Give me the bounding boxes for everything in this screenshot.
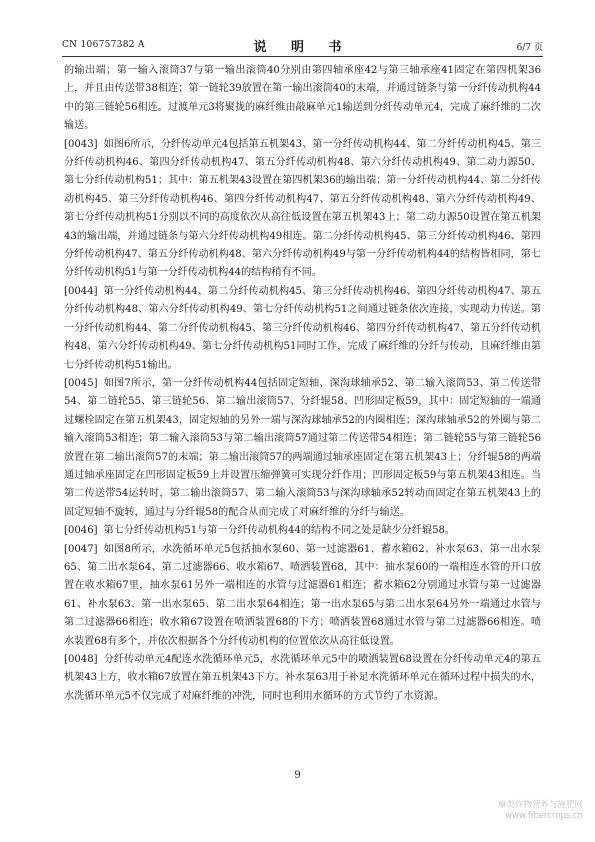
watermark-url: www.fibercrops.cn	[505, 811, 583, 821]
paragraph-0043	[64, 136, 541, 283]
document-title: 说 明 书	[253, 40, 352, 55]
page-header	[62, 38, 543, 54]
site-watermark	[498, 800, 583, 822]
paragraph-tag: [0043]	[64, 138, 98, 150]
page-number: 9	[294, 770, 301, 781]
paragraph-tag: [0047]	[64, 543, 98, 555]
paragraph-text: 第一分纤传动机构44、第二分纤传动机构45、第三分纤传动机构46、第四分纤传动机构47、第五分纤传动机构48、第六分纤传动机构49、第七分纤传动机构51之间通过链条依次连接，实现动力传送。第一分纤传动机构44、第二分纤传动机构45、第三分纤传动机构46、第四分纤传动机构47、第五分纤传动机构48、第六分纤传动机构49、第七分纤传动机构51同时工作，完成了麻纤维的分纤与传动，且麻纤维由第七分纤传动机构51输出。	[64, 285, 541, 371]
paragraph-0048	[64, 651, 541, 706]
paragraph-0044	[64, 283, 541, 375]
paragraph-tag: [0045]	[64, 377, 98, 389]
patent-number: CN 106757382 A	[62, 40, 145, 50]
paragraph-text: 分纤传动单元4配连水洗循环单元5，水洗循环单元5中的喷洒装置68设置在分纤传动单元4的第五机架43上方，收水箱67放置在第五机架43下方。补水泵63用于补足水洗循环单元在循环过程中损失的水，水洗循环单元5不仅完成了对麻纤维的冲洗，同时也利用水循环的方式节约了水资源。	[64, 654, 541, 702]
paragraph-0046	[64, 522, 541, 540]
page-of-total: 6/7 页	[516, 43, 543, 53]
paragraph-text: 如图6所示，分纤传动单元4包括第五机架43、第一分纤传动机构44、第二分纤传动机构45、第三分纤传动机构46、第四分纤传动机构47、第五分纤传动机构48、第六分纤传动机构49、第二动力源50、第七分纤传动机构51；其中：第五机架43设置在第四机架36的输出端；第一分纤传动机构44、第二分纤传动机构45、第三分纤传动机构46、第四分纤传动机构47、第五分纤传动机构48、第六分纤传动机构49、第七分纤传动机构51分别以不同的高度依次从高往低设置在第五机架43上；第二动力源50设置在第五机架43的输出端，并通过链条与第六分纤传动机构49相连。第二分纤传动机构45、第三分纤传动机构46、第四分纤传动机构47、第五分纤传动机构48、第六分纤传动机构49与第一分纤传动机构44的结构皆相同，第七分纤传动机构51与第一分纤传动机构44的结构稍有不同。	[64, 138, 541, 279]
paragraph-tag: [0048]	[64, 654, 98, 665]
paragraph-0045	[64, 375, 541, 522]
paragraph-tag: [0046]	[64, 525, 98, 537]
paragraph-text: 如图7所示，第一分纤传动机构44包括固定短轴、深沟球轴承52、第二输入滚筒53、第二传送带54、第二链轮55、第三链轮56、第二输出滚筒57、分纤辊58、凹形固定板59，其中：固定短轴的一端通过螺栓固定在第五机架43，固定短轴的另外一端与深沟球轴承52的内圈相连；深沟球轴承52的外圈与第二输入滚筒53相连；第二输入滚筒53与第二输出滚筒57通过第二传送带54相连；第二链轮55与第三链轮56放置在第二输出滚筒57的末端；第二输出滚筒57的两端通过轴承座固定在第五机架43上；分纤辊58的两端通过轴承座固定在凹形固定板59上并设置压缩弹簧可实现分纤作用；凹形固定板59与第五机架43相连。当第二传送带54运转时，第二输出滚筒57、第二输入滚筒53与深沟球轴承52转动而固定在第五机架43上的固定短轴不旋转，通过与分纤辊58的配合从而完成了对麻纤维的分纤与输送。	[64, 377, 541, 518]
paragraph-text: 如图8所示，水洗循环单元5包括抽水泵60、第一过滤器61、蓄水箱62、补水泵63、第一出水泵65、第二出水泵64、第二过滤器66、收水箱67、喷洒装置68，其中：抽水泵60的一端相连水管的开口放置在收水箱67里，抽水泵61另外一端相连的水管与过滤器61相连；蓄水箱62分别通过水管与第一过滤器61、补水泵63、第一出水泵65、第二出水泵64相连；第一出水泵65与第二出水泵64另外一端通过水管与第二过滤器66相连；收水箱67设置在喷洒装置68的下方；喷洒装置68通过水管与第二过滤器66相连。喷水装置68有多个，并依次根据各个分纤传动机构的位置依次从高往低设置。	[64, 543, 541, 647]
header-divider	[62, 56, 543, 57]
paragraph-text: 第七分纤传动机构51与第一分纤传动机构44的结构不同之处是缺少分纤辊58。	[103, 525, 456, 537]
paragraph-tag: [0044]	[64, 285, 98, 297]
document-body	[64, 62, 541, 706]
paragraph-0047	[64, 541, 541, 651]
paragraph-text: 的输出端；第一输入滚筒37与第一输出滚筒40分别由第四轴承座42与第三轴承座41固定在第四机架36上，并且由传送带38相连；第一链轮39放置在第一输出滚筒40的末端，并通过链条与第一分纤传动机构44中的第三链轮56相连。过渡单元3将聚拢的麻纤维由敲麻单元1输送到分纤传动单元4，完成了麻纤维的二次输送。	[64, 65, 541, 132]
paragraph-continued	[64, 62, 541, 136]
watermark-name: 麻类作物营养与施肥网	[497, 800, 583, 810]
